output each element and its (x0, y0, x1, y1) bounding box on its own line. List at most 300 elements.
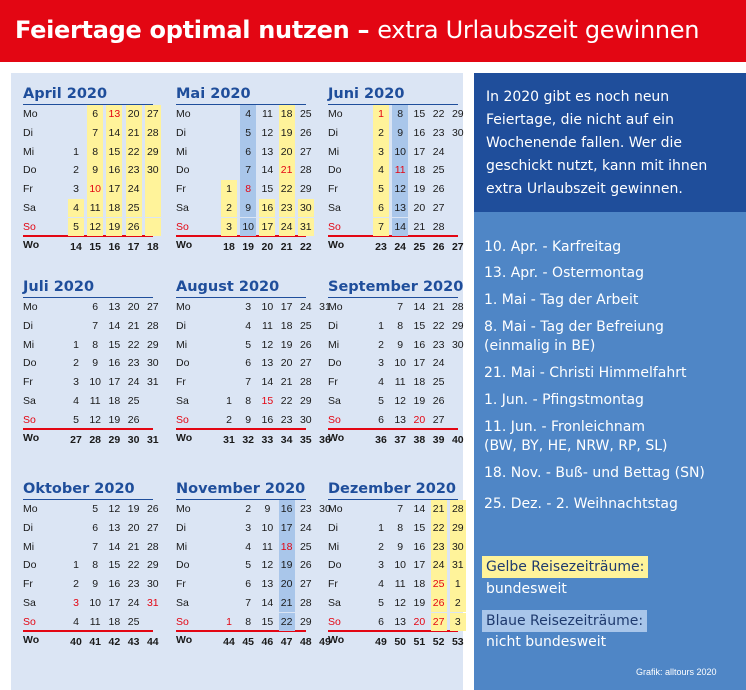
holiday-item: 1. Mai - Tag der Arbeit (484, 292, 639, 308)
week-number: 38 (413, 434, 426, 447)
weekday-label: Di (23, 127, 33, 139)
holiday-item: 25. Dez. - 2. Weihnachtstag (484, 496, 678, 512)
day-cell: 22 (127, 559, 140, 572)
month-title: November 2020 (176, 481, 306, 497)
day-cell: 28 (299, 164, 312, 177)
weekday-label: Fr (23, 376, 33, 389)
day-cell: 17 (280, 301, 293, 314)
day-cell: 9 (92, 578, 99, 591)
day-cell: 14 (108, 540, 121, 553)
day-cell: 1 (378, 522, 384, 534)
day-cell: 30 (451, 338, 464, 351)
day-cell: 3 (73, 596, 79, 609)
day-cell: 6 (378, 413, 384, 426)
day-cell: 30 (450, 538, 466, 557)
day-cell: 8 (87, 143, 103, 162)
day-cell: 21 (279, 161, 295, 180)
day-cell: 29 (146, 338, 159, 351)
empty-cell (450, 218, 466, 237)
empty-cell (373, 298, 389, 317)
day-cell: 25 (299, 540, 312, 553)
week-number: 15 (89, 241, 102, 254)
weekday-label: Mo (328, 503, 343, 516)
day-cell: 3 (245, 301, 252, 314)
day-cell: 16 (259, 199, 275, 218)
day-cell: 2 (373, 124, 389, 143)
day-cell: 23 (280, 413, 293, 426)
day-cell: 22 (432, 108, 445, 121)
day-cell: 29 (451, 108, 464, 121)
day-cell: 25 (127, 615, 140, 628)
day-cell: 29 (299, 183, 312, 196)
weekday-label: Mi (176, 145, 188, 158)
day-cell: 15 (413, 522, 426, 534)
day-cell: 24 (431, 556, 447, 575)
week-number: 30 (127, 434, 140, 447)
day-cell: 10 (394, 559, 407, 572)
day-cell: 19 (108, 413, 121, 426)
day-cell: 11 (89, 615, 101, 628)
day-cell: 21 (432, 301, 445, 314)
week-number: 31 (146, 434, 159, 447)
day-cell: 19 (106, 218, 122, 237)
day-cell: 29 (451, 320, 464, 332)
empty-cell (145, 199, 161, 218)
day-cell: 7 (397, 301, 404, 314)
empty-cell (221, 538, 237, 557)
day-cell: 3 (245, 522, 252, 534)
week-number: 41 (89, 636, 102, 649)
day-cell: 26 (146, 503, 159, 516)
day-cell: 31 (146, 376, 159, 389)
day-cell: 10 (261, 301, 274, 314)
day-cell: 20 (127, 522, 140, 534)
weekday-label: Do (23, 164, 37, 177)
day-cell: 21 (413, 220, 426, 233)
day-cell: 9 (245, 413, 252, 426)
day-cell: 6 (87, 105, 103, 124)
day-cell: 26 (299, 127, 312, 139)
weekday-label: So (23, 615, 36, 628)
month-title: Dezember 2020 (328, 481, 457, 497)
day-cell: 7 (240, 161, 256, 180)
day-cell: 16 (106, 161, 122, 180)
weekday-label: So (328, 615, 341, 628)
weekday-label: Mo (23, 301, 38, 314)
day-cell: 21 (280, 376, 293, 389)
empty-cell (221, 373, 237, 392)
empty-cell (450, 199, 466, 218)
weekday-label: Mo (328, 108, 343, 121)
day-cell: 1 (226, 394, 232, 407)
weekday-label: Di (176, 320, 186, 332)
day-cell: 8 (92, 559, 99, 572)
week-number: 40 (451, 434, 464, 447)
day-cell: 13 (108, 522, 121, 534)
week-number: 49 (375, 636, 387, 649)
empty-cell (68, 519, 84, 538)
day-cell: 2 (450, 594, 466, 613)
weekday-label: Do (328, 559, 342, 572)
day-cell: 17 (108, 596, 121, 609)
week-number: 24 (394, 241, 407, 254)
day-cell: 11 (261, 540, 273, 553)
weekday-label: Do (23, 357, 37, 370)
day-cell: 19 (413, 394, 426, 407)
day-cell: 29 (450, 519, 466, 538)
month-title: August 2020 (176, 279, 280, 295)
day-cell: 8 (240, 180, 256, 199)
day-cell: 7 (373, 218, 389, 237)
day-cell: 13 (108, 301, 121, 314)
day-cell: 27 (146, 522, 159, 534)
day-cell: 8 (245, 394, 252, 407)
day-cell: 18 (106, 199, 122, 218)
weekday-label: So (23, 220, 36, 233)
weekday-label: Mi (176, 540, 188, 553)
day-cell: 28 (145, 124, 161, 143)
empty-cell (145, 392, 161, 411)
week-number: 43 (127, 636, 140, 649)
day-cell: 3 (450, 613, 466, 632)
day-cell: 16 (279, 500, 295, 519)
day-cell: 10 (240, 218, 256, 237)
day-cell: 20 (413, 615, 426, 628)
day-cell: 2 (73, 357, 79, 370)
weekday-label: Do (328, 164, 342, 177)
weekday-label: Di (23, 522, 33, 534)
day-cell: 23 (432, 127, 445, 139)
day-cell: 14 (413, 301, 426, 314)
day-cell: 17 (259, 218, 275, 237)
week-number: 52 (432, 636, 445, 649)
day-cell: 5 (240, 124, 256, 143)
day-cell: 18 (108, 394, 121, 407)
weekday-label: Wo (23, 239, 40, 252)
day-cell: 22 (127, 338, 140, 351)
day-cell: 22 (432, 320, 445, 332)
day-cell: 25 (432, 376, 445, 389)
day-cell: 7 (92, 540, 99, 553)
day-cell: 28 (451, 301, 464, 314)
day-cell: 13 (261, 145, 274, 158)
day-cell: 23 (431, 538, 447, 557)
day-cell: 10 (87, 180, 103, 199)
week-number: 49 (319, 636, 331, 649)
day-cell: 19 (279, 124, 295, 143)
day-cell: 15 (261, 615, 274, 628)
week-number: 28 (89, 434, 102, 447)
day-cell: 2 (73, 578, 79, 591)
day-cell: 5 (68, 218, 84, 237)
week-number: 35 (299, 434, 312, 447)
day-cell: 5 (92, 503, 99, 516)
weekday-label: Fr (176, 376, 186, 389)
week-number: 19 (242, 241, 255, 254)
week-number: 29 (108, 434, 121, 447)
day-cell: 6 (245, 578, 252, 591)
day-cell: 11 (87, 199, 103, 218)
day-cell: 31 (298, 218, 314, 237)
day-cell: 25 (432, 164, 445, 177)
week-number: 37 (394, 434, 407, 447)
day-cell: 11 (261, 320, 273, 332)
week-number: 18 (223, 241, 235, 254)
day-cell: 5 (73, 413, 79, 426)
day-cell: 15 (413, 320, 426, 332)
week-number: 14 (70, 241, 82, 254)
day-cell: 2 (221, 199, 237, 218)
day-cell: 29 (146, 559, 159, 572)
title-regular: extra Urlaubszeit gewinnen (377, 16, 700, 44)
empty-cell (68, 124, 84, 143)
month-title: Juli 2020 (23, 279, 95, 295)
week-number: 31 (223, 434, 235, 447)
day-cell: 18 (413, 578, 426, 591)
empty-cell (221, 336, 237, 355)
day-cell: 11 (392, 161, 408, 180)
week-number: 51 (413, 636, 426, 649)
day-cell: 27 (299, 578, 312, 591)
empty-cell (450, 180, 466, 199)
day-cell: 23 (127, 578, 140, 591)
day-cell: 3 (378, 559, 384, 572)
day-cell: 29 (145, 143, 161, 162)
week-number: 34 (280, 434, 293, 447)
day-cell: 20 (413, 413, 426, 426)
weekday-label: Di (176, 127, 186, 139)
day-cell: 16 (108, 578, 121, 591)
empty-cell (221, 317, 237, 336)
month-title: September 2020 (328, 279, 464, 295)
empty-cell (450, 161, 466, 180)
weekday-label: Mo (176, 108, 191, 121)
day-cell: 26 (431, 594, 447, 613)
weekday-label: Mi (328, 145, 340, 158)
weekday-label: Fr (23, 183, 33, 196)
day-cell: 12 (261, 559, 274, 572)
day-cell: 28 (450, 500, 466, 519)
day-cell: 9 (240, 199, 256, 218)
day-cell: 5 (373, 180, 389, 199)
day-cell: 24 (127, 376, 140, 389)
day-cell: 21 (127, 540, 140, 553)
day-cell: 7 (245, 596, 252, 609)
day-cell: 10 (392, 143, 408, 162)
week-number: 21 (280, 241, 293, 254)
day-cell: 2 (226, 413, 232, 426)
day-cell: 30 (146, 357, 159, 370)
weekday-label: So (176, 220, 189, 233)
weekday-label: Di (328, 522, 338, 534)
day-cell: 4 (73, 394, 79, 407)
day-cell: 8 (92, 338, 99, 351)
day-cell: 6 (92, 301, 99, 314)
day-cell: 27 (146, 301, 159, 314)
day-cell: 15 (108, 559, 121, 572)
weekday-label: Do (23, 559, 37, 572)
day-cell: 4 (245, 320, 252, 332)
day-cell: 3 (373, 143, 389, 162)
empty-cell (68, 538, 84, 557)
day-cell: 12 (89, 413, 102, 426)
day-cell: 9 (397, 338, 404, 351)
week-number: 27 (70, 434, 82, 447)
day-cell: 10 (394, 357, 407, 370)
empty-cell (450, 373, 466, 392)
day-cell: 7 (245, 376, 252, 389)
week-number: 17 (127, 241, 140, 254)
header-banner (0, 0, 746, 62)
day-cell: 25 (126, 199, 142, 218)
holiday-item: 10. Apr. - Karfreitag (484, 239, 622, 255)
day-cell: 23 (126, 161, 142, 180)
weekday-label: Sa (328, 394, 341, 407)
day-cell: 24 (299, 522, 312, 534)
day-cell: 14 (392, 218, 408, 237)
day-cell: 29 (299, 394, 312, 407)
empty-cell (68, 317, 84, 336)
day-cell: 30 (298, 199, 314, 218)
day-cell: 9 (397, 540, 404, 553)
day-cell: 27 (145, 105, 161, 124)
empty-cell (68, 500, 84, 519)
month-title: Mai 2020 (176, 86, 251, 102)
weekday-label: Wo (176, 432, 193, 445)
day-cell: 20 (127, 301, 140, 314)
day-cell: 2 (378, 540, 384, 553)
week-number: 32 (242, 434, 255, 447)
weekday-label: So (328, 413, 341, 426)
empty-cell (221, 354, 237, 373)
day-cell: 28 (146, 540, 159, 553)
day-cell: 3 (221, 218, 237, 237)
day-cell: 13 (394, 413, 407, 426)
legend-blue-label: Blaue Reisezeiträume: (482, 610, 647, 632)
empty-cell (68, 105, 84, 124)
day-cell: 5 (245, 559, 252, 572)
week-number: 45 (242, 636, 255, 649)
day-cell: 14 (261, 376, 274, 389)
day-cell: 18 (413, 164, 426, 177)
day-cell: 1 (226, 615, 232, 628)
day-cell: 6 (373, 199, 389, 218)
week-number: 36 (319, 434, 331, 447)
day-cell: 14 (413, 503, 426, 516)
week-number: 50 (394, 636, 407, 649)
day-cell: 24 (279, 218, 295, 237)
weekday-label: Do (176, 559, 190, 572)
week-number: 44 (146, 636, 159, 649)
weekday-label: Do (176, 357, 190, 370)
empty-cell (221, 124, 237, 143)
day-cell: 11 (261, 108, 273, 121)
day-cell: 7 (92, 320, 99, 332)
legend-blue-sub: nicht bundesweit (486, 634, 607, 650)
day-cell: 21 (279, 594, 295, 613)
week-number: 39 (432, 434, 445, 447)
legend-yellow-label: Gelbe Reisezeiträume: (482, 556, 648, 578)
intro-text: In 2020 gibt es noch neun Feiertage, die nicht auf ein Wochenende fallen. Wer die geschickt nutzt, kann mit ihnen extra Urlaubszeit gewinnen. (486, 89, 708, 197)
empty-cell (145, 180, 161, 199)
weekday-label: Mo (23, 503, 38, 516)
empty-cell (221, 143, 237, 162)
day-cell: 25 (299, 320, 312, 332)
week-number: 23 (375, 241, 387, 254)
day-cell: 26 (127, 413, 140, 426)
month-title: Juni 2020 (328, 86, 405, 102)
day-cell: 20 (126, 105, 142, 124)
day-cell: 15 (261, 394, 274, 407)
day-cell: 30 (319, 503, 331, 516)
empty-cell (221, 161, 237, 180)
weekday-label: Di (23, 320, 33, 332)
day-cell: 18 (108, 615, 121, 628)
day-cell: 16 (413, 540, 426, 553)
day-cell: 8 (397, 320, 404, 332)
day-cell: 23 (432, 338, 445, 351)
empty-cell (221, 105, 237, 124)
day-cell: 19 (413, 183, 426, 196)
day-cell: 14 (106, 124, 122, 143)
empty-cell (450, 143, 466, 162)
holiday-item: 8. Mai - Tag der Befreiung (484, 319, 664, 335)
holiday-item-note: (einmalig in BE) (484, 338, 596, 354)
day-cell: 19 (127, 503, 140, 516)
weekday-label: Sa (328, 596, 341, 609)
weekday-label: Sa (328, 201, 341, 214)
day-cell: 24 (127, 596, 140, 609)
day-cell: 27 (432, 413, 445, 426)
day-cell: 24 (126, 180, 142, 199)
day-cell: 26 (432, 394, 445, 407)
weekday-label: Mo (328, 301, 343, 314)
day-cell: 20 (413, 201, 426, 214)
day-cell: 24 (299, 301, 312, 314)
weekday-label: Sa (176, 596, 189, 609)
empty-cell (221, 556, 237, 575)
empty-cell (145, 411, 161, 430)
day-cell: 26 (299, 338, 312, 351)
day-cell: 15 (413, 108, 426, 121)
credit-text: Grafik: alltours 2020 (636, 667, 717, 677)
day-cell: 18 (279, 105, 295, 124)
weekday-label: Mo (176, 503, 191, 516)
empty-cell (145, 613, 161, 632)
day-cell: 14 (261, 596, 274, 609)
day-cell: 15 (106, 143, 122, 162)
day-cell: 27 (299, 145, 312, 158)
day-cell: 5 (378, 394, 384, 407)
day-cell: 21 (127, 320, 140, 332)
empty-cell (450, 392, 466, 411)
day-cell: 31 (319, 301, 331, 314)
weekday-label: Sa (23, 201, 36, 214)
week-number: 20 (261, 241, 274, 254)
day-cell: 13 (106, 105, 122, 124)
weekday-label: Sa (176, 394, 189, 407)
day-cell: 9 (392, 124, 408, 143)
weekday-label: Wo (23, 432, 40, 445)
weekday-label: Di (328, 320, 338, 332)
day-cell: 3 (73, 183, 79, 196)
day-cell: 12 (261, 127, 274, 139)
day-cell: 28 (299, 376, 312, 389)
day-cell: 3 (73, 376, 79, 389)
day-cell: 23 (127, 357, 140, 370)
day-cell: 22 (279, 613, 295, 632)
day-cell: 7 (397, 503, 404, 516)
